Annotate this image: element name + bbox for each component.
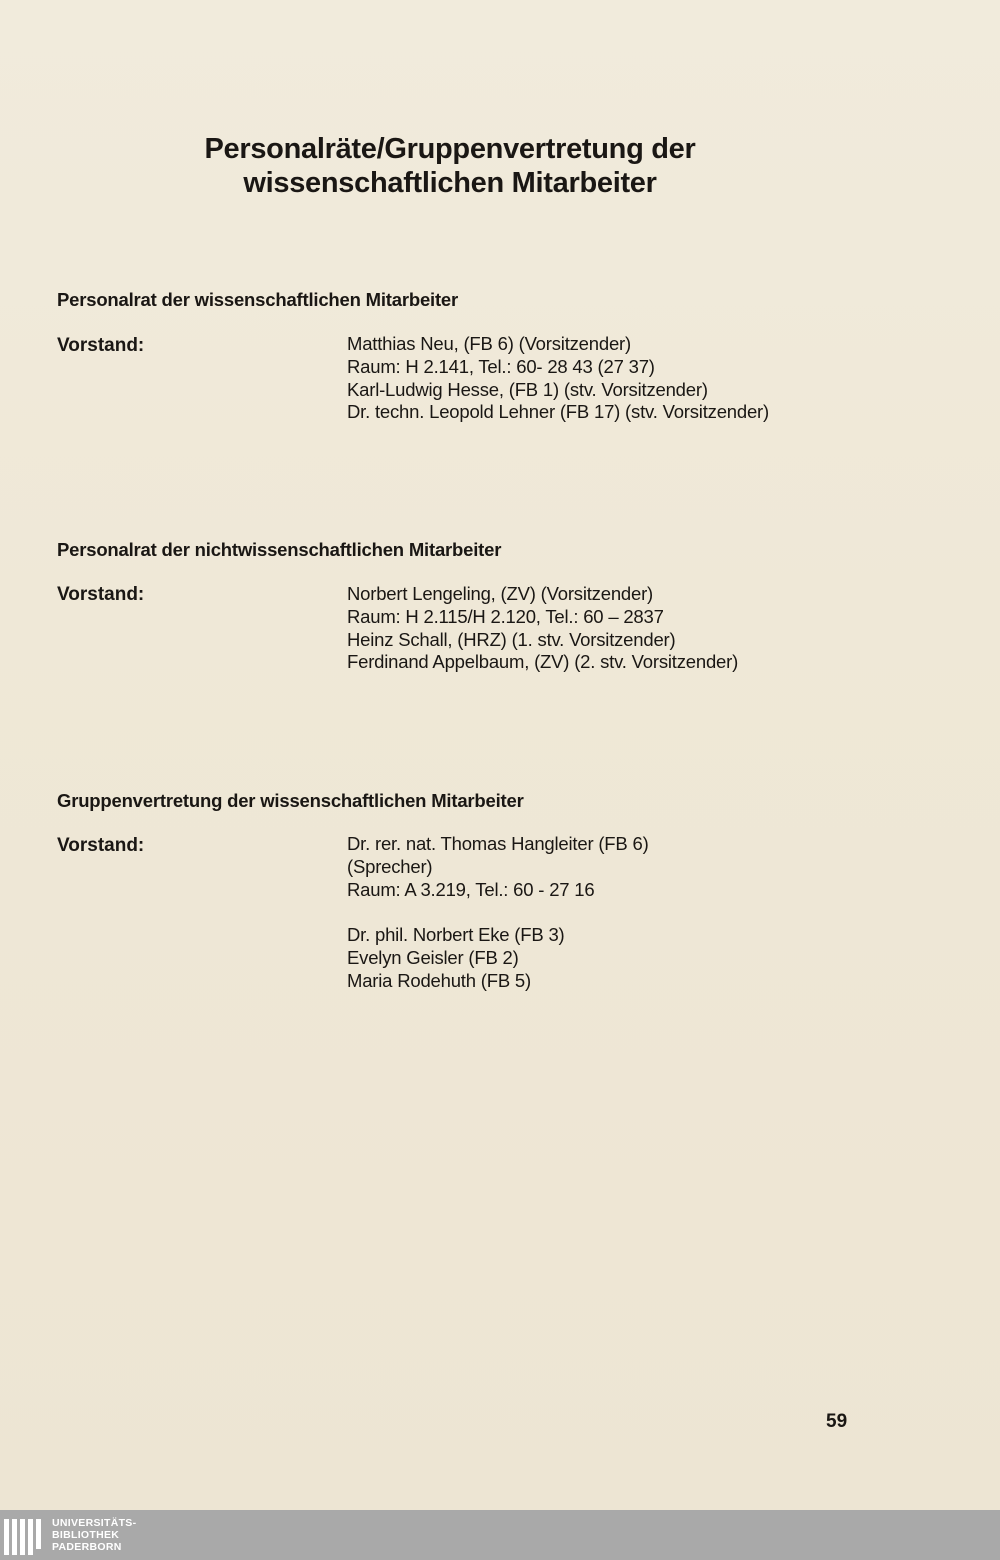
page-number: 59 [826, 1411, 848, 1432]
section-heading-gruppenvertretung: Gruppenvertretung der wissenschaftlichen Mitarbeiter [57, 790, 524, 811]
member-line: Norbert Lengeling, (ZV) (Vorsitzender) [347, 583, 654, 604]
logo-line-2: BIBLIOTHEK [52, 1529, 120, 1541]
library-logo-icon [4, 1515, 44, 1555]
logo-line-3: PADERBORN [52, 1541, 122, 1553]
member-line: Raum: A 3.219, Tel.: 60 - 27 16 [347, 878, 595, 900]
vorstand-label: Vorstand: [57, 584, 145, 605]
spacer [347, 901, 649, 924]
page-title [100, 132, 800, 200]
member-line: Raum: H 2.115/H 2.120, Tel.: 60 – 2837 [347, 605, 664, 627]
member-line: Heinz Schall, (HRZ) (1. stv. Vorsitzender) [347, 628, 676, 650]
section-heading-nichtwiss-personalrat: Personalrat der nichtwissenschaftlichen Mitarbeiter [57, 539, 502, 560]
member-line: Dr. rer. nat. Thomas Hangleiter (FB 6) [347, 833, 649, 854]
member-line: Dr. phil. Norbert Eke (FB 3) [347, 924, 565, 946]
section-heading-wiss-personalrat: Personalrat der wissenschaftlichen Mitarbeiter [57, 289, 459, 310]
logo-line-1: UNIVERSITÄTS- [52, 1517, 137, 1529]
member-line: Maria Rodehuth (FB 5) [347, 969, 531, 991]
library-logo-text [52, 1517, 136, 1553]
vorstand-label: Vorstand: [57, 335, 145, 356]
vorstand-label: Vorstand: [57, 835, 145, 856]
member-line: Karl-Ludwig Hesse, (FB 1) (stv. Vorsitzender) [347, 378, 708, 400]
title-line-2: wissenschaftlichen Mitarbeiter [243, 167, 657, 199]
library-footer-bar [0, 1510, 1000, 1560]
vorstand-members-gruppenvertretung [347, 833, 649, 993]
member-line: (Sprecher) [347, 855, 433, 877]
vorstand-members-nichtwiss [347, 583, 738, 674]
member-line: Matthias Neu, (FB 6) (Vorsitzender) [347, 333, 631, 354]
title-line-1: Personalräte/Gruppenvertretung der [204, 133, 696, 165]
member-line: Ferdinand Appelbaum, (ZV) (2. stv. Vorsitzender) [347, 651, 739, 673]
vorstand-members-wiss [347, 333, 769, 424]
member-line: Evelyn Geisler (FB 2) [347, 946, 519, 968]
member-line: Dr. techn. Leopold Lehner (FB 17) (stv. Vorsitzender) [347, 401, 769, 423]
member-line: Raum: H 2.141, Tel.: 60- 28 43 (27 37) [347, 355, 655, 377]
